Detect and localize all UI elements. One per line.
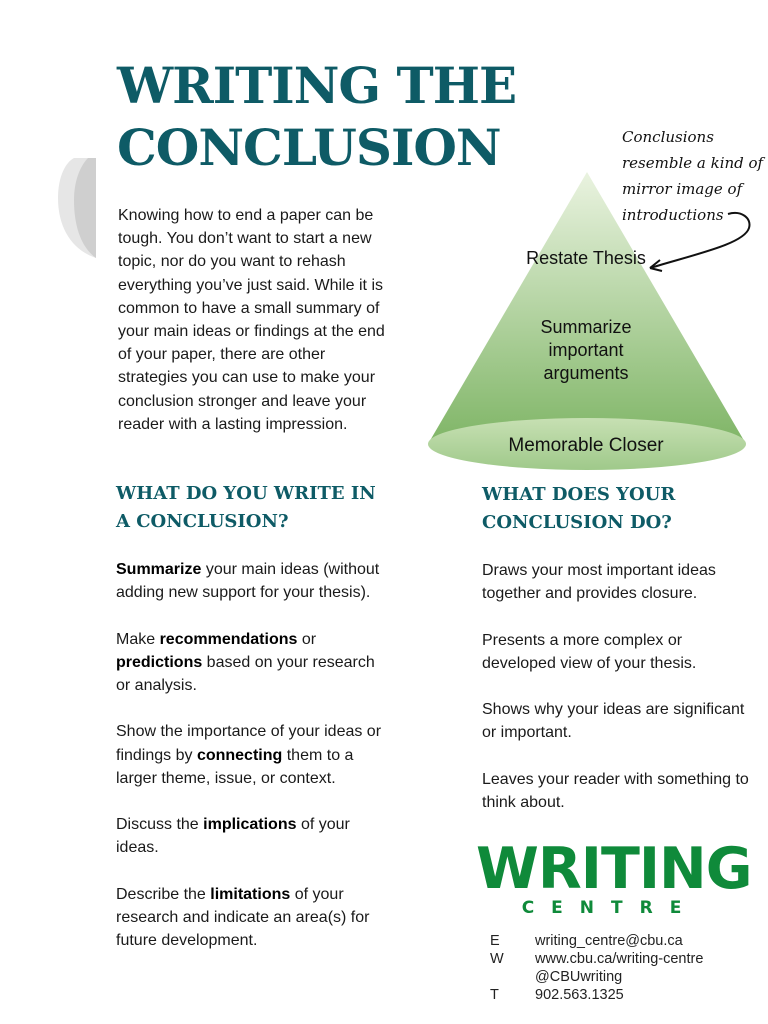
contact-social-row xyxy=(490,968,760,986)
writing-centre-logo xyxy=(476,836,752,920)
contact-web-row xyxy=(490,950,760,968)
list-item: Presents a more complex or developed view of your thesis. xyxy=(482,631,697,672)
pyramid-base-label: Memorable Closer xyxy=(508,435,664,456)
website-link[interactable]: www.cbu.ca/writing-centre xyxy=(535,951,704,967)
list-item: Shows why your ideas are significant or important. xyxy=(482,701,745,742)
logo-word: WRITING xyxy=(476,836,752,902)
quote-mark-icon xyxy=(52,158,96,260)
logo-subtitle: CENTRE xyxy=(521,898,699,918)
phone-number: 902.563.1325 xyxy=(535,987,624,1003)
list-item: Summarize your main ideas (without adding new support for your thesis). xyxy=(116,561,380,602)
left-section-heading: WHAT DO YOU WRITE IN A CONCLUSION? xyxy=(116,483,376,532)
list-item: Leaves your reader with something to think about. xyxy=(482,770,749,811)
handwritten-note: Conclusions resemble a kind of mirror image of introductions xyxy=(622,128,764,224)
contact-phone-row xyxy=(490,986,760,1004)
right-column xyxy=(482,559,752,837)
list-item: Draws your most important ideas together and provides closure. xyxy=(482,562,716,603)
intro-paragraph: Knowing how to end a paper can be tough. You don’t want to start a new topic, nor do you want to rehash everything you’ve just said. While it is common to have a small summary of your main ideas or findings at the end of your paper, there are other strategies you can use to make your conclusion stronger and leave your reader with a lasting impression. xyxy=(118,207,385,433)
contact-info xyxy=(490,932,760,1004)
page-title: WRITING THE CONCLUSION xyxy=(117,56,517,177)
list-item: Make recommendations or predictions based on your research or analysis. xyxy=(116,630,375,694)
contact-email-row xyxy=(490,932,760,950)
left-column xyxy=(116,558,386,976)
pyramid-middle-label: Summarize important arguments xyxy=(540,317,632,383)
right-section-heading: WHAT DOES YOUR CONCLUSION DO? xyxy=(482,484,676,533)
email-link[interactable]: writing_centre@cbu.ca xyxy=(535,933,683,949)
pyramid-top-label: Restate Thesis xyxy=(526,248,646,268)
list-item: Discuss the implications of your ideas. xyxy=(116,816,350,857)
contact-key: E xyxy=(490,933,500,949)
list-item: Show the importance of your ideas or findings by connecting them to a larger theme, issue, or context. xyxy=(116,723,382,787)
contact-key: T xyxy=(490,987,499,1003)
curved-arrow-icon xyxy=(636,200,766,280)
contact-key: W xyxy=(490,951,504,967)
list-item: Describe the limitations of your research and indicate an area(s) for future development. xyxy=(116,885,370,950)
social-handle: @CBUwriting xyxy=(535,969,623,985)
